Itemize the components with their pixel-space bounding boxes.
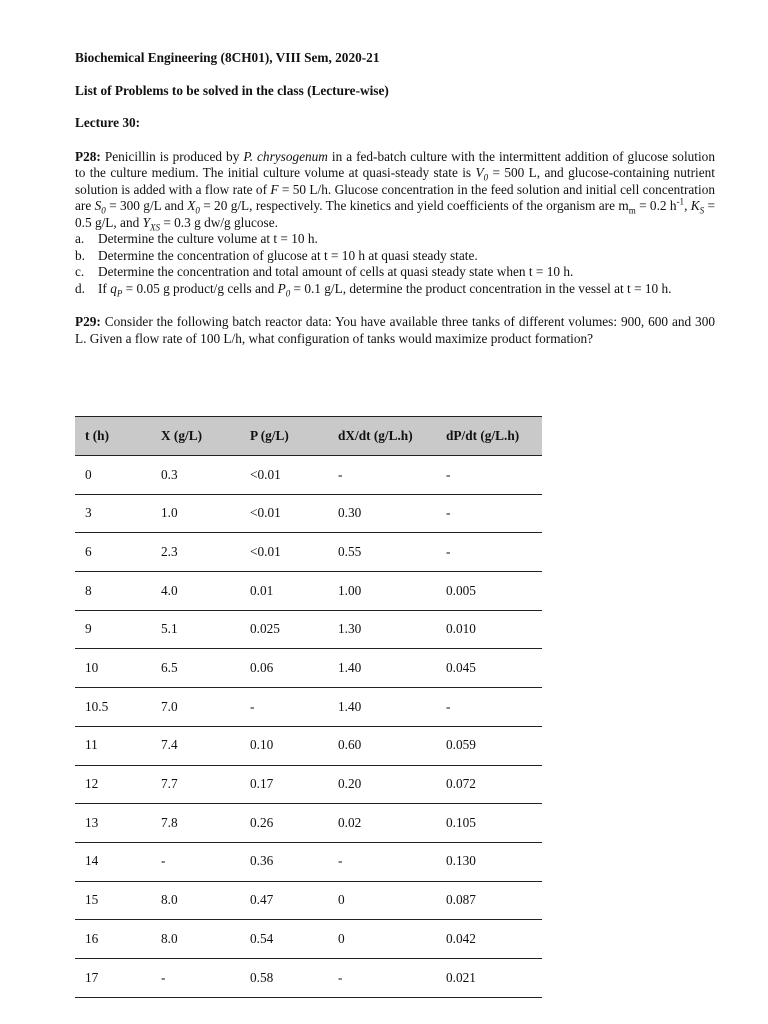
table-cell: 0.47 xyxy=(240,881,328,920)
table-row xyxy=(75,649,542,688)
table-cell: - xyxy=(436,456,542,495)
table-row xyxy=(75,533,542,572)
table-row xyxy=(75,804,542,843)
table-cell: 0.005 xyxy=(436,572,542,611)
table-cell: 0.54 xyxy=(240,920,328,959)
p29-statement: P29: Consider the following batch reactor data: You have available three tanks of different volumes: 900, 600 and 300 L. Given a flow rate of 100 L/h, what configuration of tanks would maximize product formation? xyxy=(75,314,715,346)
column-header: P (g/L) xyxy=(240,417,328,456)
table-cell: 7.4 xyxy=(151,726,240,765)
batch-reactor-data-table xyxy=(75,416,542,998)
table-cell: 0.105 xyxy=(436,804,542,843)
column-header: dX/dt (g/L.h) xyxy=(328,417,436,456)
table-cell: 7.8 xyxy=(151,804,240,843)
table-cell: - xyxy=(436,688,542,727)
table-cell: 8.0 xyxy=(151,881,240,920)
table-cell: 9 xyxy=(75,610,151,649)
table-cell: - xyxy=(151,842,240,881)
problem-p28 xyxy=(75,149,715,298)
table-cell: - xyxy=(151,958,240,997)
table-cell: 5.1 xyxy=(151,610,240,649)
table-cell: - xyxy=(328,958,436,997)
lecture-heading: Lecture 30: xyxy=(75,115,141,130)
list-item: c. Determine the concentration and total amount of cells at quasi steady state when t = 10 h. xyxy=(75,264,574,279)
p29-label: P29: xyxy=(75,314,101,329)
p28-statement: P28: Penicillin is produced by P. chrysogenum in a fed-batch culture with the intermittent addition of glucose solution to the culture medium. The initial culture volume at quasi-steady state is $V_0 = 500$ L, and glucose-containing nutrient solution is added with a flow rate of F = 50 L/h. Glucose concentration in the feed solution and initial cell concentration are $S_0 = 300$ g/L and $X_0 = 20$ g/L, respectively. The kinetics and yield coefficients of the organism are $m_m = 0.2$ $h^{-1}$, $K_S = 0.5$ g/L, and $Y_{XS} = 0.3$ g dw/g glucose. xyxy=(75,148,715,233)
list-item: d. If $q_P = 0.05$ g product/g cells and $P_0 = 0.1$ g/L, determine the product concentration in the vessel at t = 10 h. xyxy=(75,280,672,299)
table-cell: 0.20 xyxy=(328,765,436,804)
table-cell: 1.40 xyxy=(328,649,436,688)
table-cell: 0.17 xyxy=(240,765,328,804)
table-cell: 17 xyxy=(75,958,151,997)
table-cell: 0.01 xyxy=(240,572,328,611)
table-cell: <0.01 xyxy=(240,533,328,572)
list-item: b. Determine the concentration of glucose at t = 10 h at quasi steady state. xyxy=(75,247,478,263)
table-cell: 1.00 xyxy=(328,572,436,611)
table-cell: 7.0 xyxy=(151,688,240,727)
table-row xyxy=(75,958,542,997)
table-row xyxy=(75,572,542,611)
table-cell: 15 xyxy=(75,881,151,920)
course-title: Biochemical Engineering (8CH01), VIII Sem, 2020-21 xyxy=(75,50,380,65)
organism-name: P. chrysogenum xyxy=(243,148,328,164)
table-cell: 0 xyxy=(328,881,436,920)
table-cell: 0.60 xyxy=(328,726,436,765)
table-cell: 4.0 xyxy=(151,572,240,611)
table-cell: - xyxy=(436,494,542,533)
table-row xyxy=(75,726,542,765)
table-cell: <0.01 xyxy=(240,456,328,495)
table-cell: 0.06 xyxy=(240,649,328,688)
table-cell: 0.087 xyxy=(436,881,542,920)
table-cell: 0.58 xyxy=(240,958,328,997)
table-cell: 6.5 xyxy=(151,649,240,688)
table-cell: 8 xyxy=(75,572,151,611)
table-row xyxy=(75,688,542,727)
problem-p29 xyxy=(75,314,715,347)
table-cell: 3 xyxy=(75,494,151,533)
table-cell: 1.0 xyxy=(151,494,240,533)
list-item: a. Determine the culture volume at t = 10 h. xyxy=(75,231,318,246)
table-cell: 0.3 xyxy=(151,456,240,495)
list-title: List of Problems to be solved in the class (Lecture-wise) xyxy=(75,82,389,98)
table-cell: 0.045 xyxy=(436,649,542,688)
table-cell: - xyxy=(328,842,436,881)
table-cell: - xyxy=(240,688,328,727)
table-cell: 0.042 xyxy=(436,920,542,959)
table-cell: 0.10 xyxy=(240,726,328,765)
table-cell: 0.26 xyxy=(240,804,328,843)
table-cell: 0.02 xyxy=(328,804,436,843)
table-cell: - xyxy=(328,456,436,495)
table-body xyxy=(75,456,542,998)
p28-questions xyxy=(75,231,715,297)
table-cell: 0.55 xyxy=(328,533,436,572)
column-header: X (g/L) xyxy=(151,417,240,456)
table-cell: 0.021 xyxy=(436,958,542,997)
table-row xyxy=(75,920,542,959)
table-cell: 0.30 xyxy=(328,494,436,533)
table-cell: 6 xyxy=(75,533,151,572)
table-cell: 13 xyxy=(75,804,151,843)
table-row xyxy=(75,456,542,495)
document-page xyxy=(75,50,715,347)
table-row xyxy=(75,842,542,881)
table-cell: 0.025 xyxy=(240,610,328,649)
table-cell: 0.36 xyxy=(240,842,328,881)
table-cell: 0 xyxy=(328,920,436,959)
table-cell: 0.130 xyxy=(436,842,542,881)
table-cell: 7.7 xyxy=(151,765,240,804)
table-cell: 1.40 xyxy=(328,688,436,727)
table-cell: 0.010 xyxy=(436,610,542,649)
column-header: dP/dt (g/L.h) xyxy=(436,417,542,456)
table-header-row xyxy=(75,417,542,456)
table-cell: - xyxy=(436,533,542,572)
table-cell: 8.0 xyxy=(151,920,240,959)
table-cell: 0 xyxy=(75,456,151,495)
column-header: t (h) xyxy=(75,417,151,456)
table-cell: 12 xyxy=(75,765,151,804)
table-cell: 2.3 xyxy=(151,533,240,572)
table-cell: 1.30 xyxy=(328,610,436,649)
table-cell: <0.01 xyxy=(240,494,328,533)
table-cell: 10 xyxy=(75,649,151,688)
table-cell: 10.5 xyxy=(75,688,151,727)
table-cell: 0.059 xyxy=(436,726,542,765)
table-cell: 14 xyxy=(75,842,151,881)
table-row xyxy=(75,610,542,649)
table-cell: 0.072 xyxy=(436,765,542,804)
table-row xyxy=(75,494,542,533)
table-row xyxy=(75,765,542,804)
p28-label: P28: xyxy=(75,148,101,164)
table-cell: 16 xyxy=(75,920,151,959)
table-row xyxy=(75,881,542,920)
table-cell: 11 xyxy=(75,726,151,765)
